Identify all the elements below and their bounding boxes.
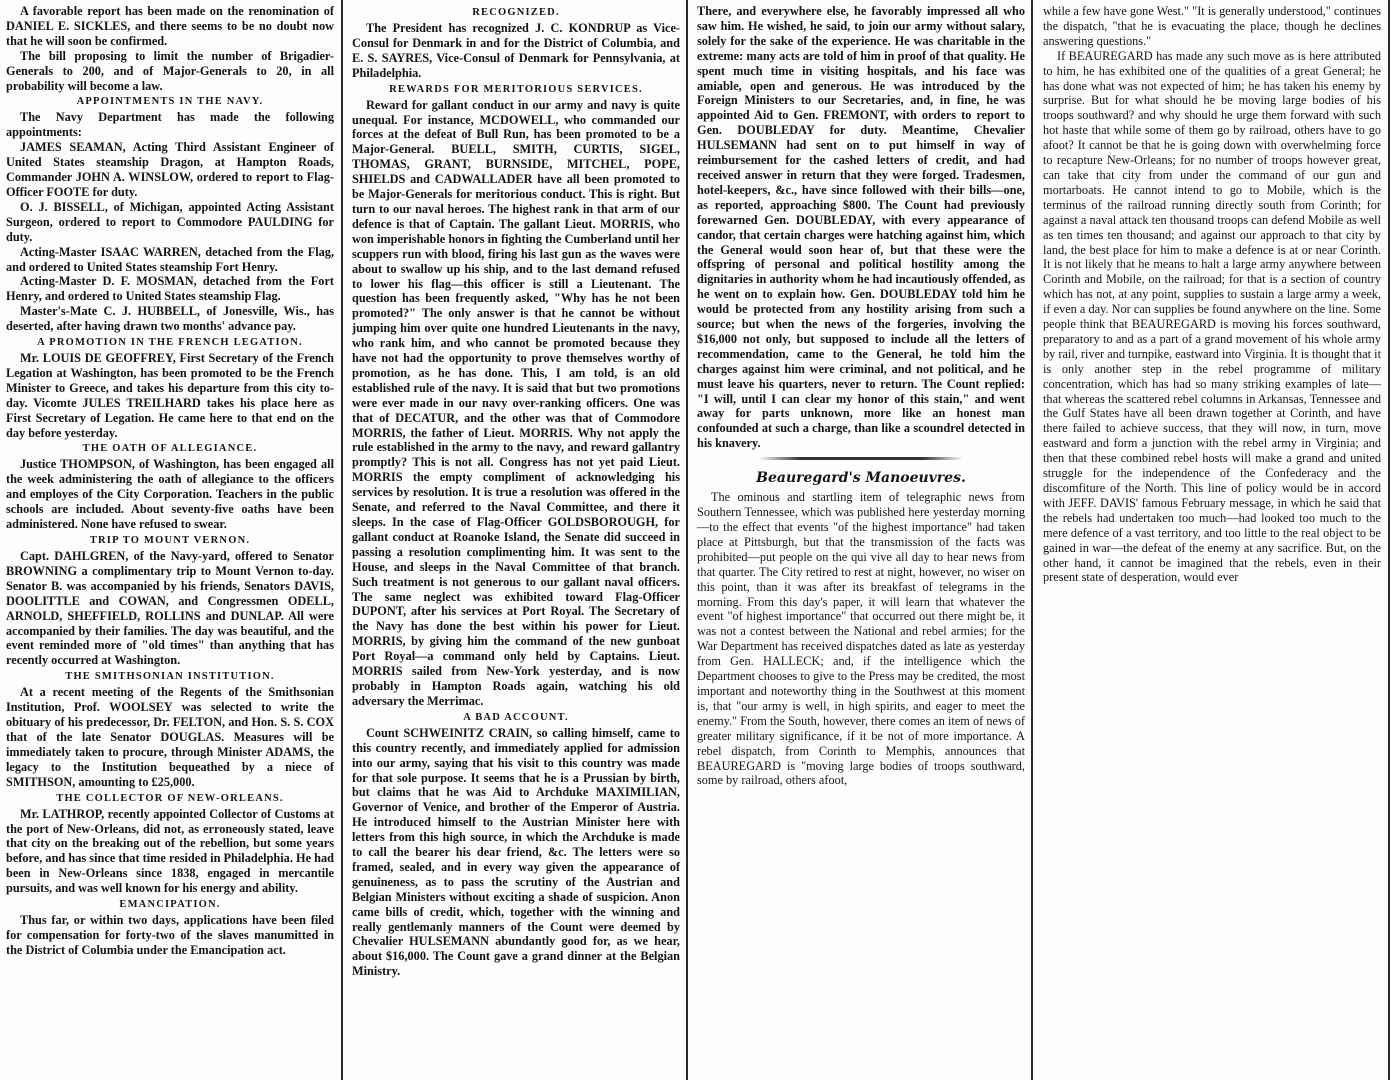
article-divider — [759, 457, 962, 460]
section-heading: APPOINTMENTS IN THE NAVY. — [76, 96, 264, 108]
column-rule — [341, 0, 343, 1080]
article-paragraph: Capt. DAHLGREN, of the Navy-yard, offered to Senator BROWNING a complimentary trip to Mount Vernon to-day. Senator B. was accompanied by his friends, Senators DAVIS, DOOLITTLE and COWAN, and Congressmen ODELL, ARNOLD, SHEFFIELD, ROLLINS and DUNLAP. All were accompanied by their families. The day was beautiful, and the event reminded more of "old times" than anything that has recently occurred at Washington. — [6, 549, 334, 668]
column-rule — [1031, 0, 1033, 1080]
column-4 — [1037, 0, 1387, 1080]
section-heading: A BAD ACCOUNT. — [463, 711, 569, 723]
article-paragraph: Thus far, or within two days, applications have been filed for compensation for forty-two of the slaves manumitted in the District of Columbia under the Emancipation act. — [6, 913, 334, 957]
section-heading: EMANCIPATION. — [119, 899, 221, 911]
article-paragraph: The President has recognized J. C. KONDRUP as Vice-Consul for Denmark in and for the District of Columbia, and E. S. SAYRES, Vice-Consul of Denmark for Pennsylvania, at Philadelphia. — [352, 21, 680, 80]
section-heading: THE COLLECTOR OF NEW-ORLEANS. — [56, 792, 284, 804]
article-paragraph: At a recent meeting of the Regents of the Smithsonian Institution, Prof. WOOLSEY was selected to write the obituary of his predecessor, Dr. FELTON, and Hon. S. S. COX that of the late Senator DOUGLAS. Measures will be immediately taken to procure, through Minister ADAMS, the legacy to the Institution bequeathed by a niece of SMITHSON, amounting to £25,000. — [6, 685, 334, 789]
article-paragraph: Master's-Mate C. J. HUBBELL, of Jonesville, Wis., has deserted, after having drawn two months' advance pay. — [6, 304, 334, 334]
section-heading: THE OATH OF ALLEGIANCE. — [82, 443, 258, 455]
section-heading: REWARDS FOR MERITORIOUS SERVICES. — [389, 83, 643, 95]
article-paragraph: while a few have gone West." "It is generally understood," continues the dispatch, "that he is evacuating the place, though he declines answering questions." — [1043, 4, 1381, 48]
column-rule — [686, 0, 688, 1080]
column-2 — [346, 0, 686, 1080]
article-paragraph: Reward for gallant conduct in our army and navy is quite unequal. For instance, MCDOWELL, who commanded our forces at the defeat of Bull Run, has been promoted to be a Major-General. BUELL, SMITH, CURTIS, SIGEL, THOMAS, GRANT, BURNSIDE, MITCHEL, POPE, SHIELDS and CADWALLADER have all been promoted to be Major-Generals for meritorious conduct. This is right. But turn to our naval heroes. The highest rank in that arm of our defence is that of Captain. The gallant Lieut. MORRIS, who won imperishable honors in fighting the Cumberland until her scuppers run with blood, firing his last gun as the waves were about to swallow up his ship, and to the last demand refused to lower his flag—this officer is still a Lieutenant. The question has been frequently asked, "Why has he not been promoted?" The only answer is that he cannot be without jumping him over quite one hundred Lieutenants in the navy, who rank him, and who cannot be promoted because they have not had the opportunity to prove themselves worthy of promotion, as he has done. This, I am told, is an old established rule of the navy. It is said that but two promotions were ever made in our navy over-ranking officers. One was that of DECATUR, and the other was that of Commodore MORRIS, the father of Lieut. MORRIS. Why not apply the rule established in the army to the navy, and reward gallantry promptly? This is not all. Congress has not yet paid Lieut. MORRIS the empty compliment of acknowledging his services by resolution. It is true a resolution was offered in the Senate, and referred to the Naval Committee, and there it sleeps. In the case of Flag-Officer GOLDSBOROUGH, for gallant conduct at Roanoke Island, the Senate did succeed in passing a resolution complimenting him. It was sent to the House, and sleeps in the Naval Committee of that branch. Such treatment is not generous to our gallant naval officers. The same neglect was exhibited toward Flag-Officer DUPONT, after his services at Port Royal. The Secretary of the Navy has done the best within his power for Lieut. MORRIS, by giving him the command of the new gunboat Port Royal—a command only held by Captains. Lieut. MORRIS sailed from New-York yesterday, and is now probably in Hampton Roads again, watching his old adversary the Merrimac. — [352, 97, 680, 708]
column-3 — [691, 0, 1031, 1080]
article-paragraph: Justice THOMPSON, of Washington, has been engaged all the week administering the oath of allegiance to the officers and employes of the City Corporation. Teachers in the public schools are included. About seventy-five oaths have been administered. None have refused to swear. — [6, 457, 334, 532]
article-paragraph: Count SCHWEINITZ CRAIN, so calling himself, came to this country recently, and immediately applied for admission into our army, saying that his visit to this country was made for that sole purpose. It seems that he is a Prussian by birth, but claims that he was Aid to Archduke MAXIMILIAN, Governor of Venice, and brother of the Emperor of Austria. He introduced himself to the Austrian Minister here with letters from this high source, in which the Archduke is made to call the bearer his dear friend, &c. The letters were so framed, sealed, and in every way given the appearance of genuineness, as to pass the scrutiny of the Austrian and Belgian Ministers without exciting a shade of suspicion. Anon came bills of credit, which, together with the winning and really gentlemanly manners of the Count were deemed by Chevalier HULSEMANN abundantly good for, as we hear, about $16,000. The Count gave a grand dinner at the Belgian Ministry. — [352, 725, 680, 979]
article-paragraph: The Navy Department has made the following appointments: — [6, 110, 334, 140]
article-paragraph: If BEAUREGARD has made any such move as is here attributed to him, he has exhibited one of the qualities of a great General; he has done what was not expected of him; he has taken his enemy by surprise. But for what should he be moving large bodies of his troops southward? and why should he urge them forward with such hot haste that while some of them go by railroad, others have to go afoot? It cannot be that he is going down with overwhelming force to recapture New-Orleans; for no number of troops however great, can take that city from under the command of our gun and mortarboats. He cannot intend to go to Mobile, which is the terminus of the railroad running directly south from Corinth; for against a naval attack ten thousand troops can defend Mobile as well as ten times ten thousand; and against our approach to that city by land, the best place for him to make a defence is at or near Corinth. It is not likely that he means to halt a large army anywhere between Corinth and Mobile, on the railroad; for that is a section of country which has not, at any point, supplies to sustain a large army a week, if even a day. Nor can supplies be found anywhere on the line. Some people think that BEAUREGARD is moving his forces southward, preparatory to and as a part of a grand movement of his whole army by rail, river and turnpike, eastward into Virginia. It is thought that it is only another step in the rebel programme of military concentration, which has had so many striking examples of late—that whereas the scattered rebel columns in Arkansas, Tennessee and the Gulf States have all been drawn together at Corinth, and have there failed to achieve success, that they will now, in turn, move eastward and form a junction with the rebel army in Virginia; and then that these combined rebel hosts will make a grand and united struggle for the independence of the Confederacy and the discomfiture of the North. This line of policy would be in accord with JEFF. DAVIS' famous February message, in which he said that the rebels had undertaken too much—had looked too much to the mere defence of a vast territory, and too little to the real object to be gained in war—the defeat of the enemy at any sacrifice. But, on the other hand, it cannot be imagined that the rebels, even in their present state of desperation, would ever — [1043, 48, 1381, 585]
section-heading: TRIP TO MOUNT VERNON. — [89, 535, 251, 546]
article-paragraph: Acting-Master D. F. MOSMAN, detached from the Fort Henry, and ordered to United States steamship Flag. — [6, 274, 334, 304]
article-paragraph: Mr. LATHROP, recently appointed Collector of Customs at the port of New-Orleans, did not, as erroneously stated, leave that city on the breaking out of the rebellion, but some years before, and has since that time resided in Philadelphia. He had been in New-Orleans since 1838, engaged in mercantile pursuits, and was well known for his energy and ability. — [6, 806, 334, 896]
article-paragraph: JAMES SEAMAN, Acting Third Assistant Engineer of United States steamship Dragon, at Hampton Roads, Commander JOHN A. WINSLOW, ordered to report to Flag-Officer FOOTE for duty. — [6, 140, 334, 199]
column-rule — [1388, 0, 1390, 1080]
article-title: Beauregard's Manoeuvres. — [756, 470, 966, 487]
column-1 — [0, 0, 340, 1080]
article-paragraph: O. J. BISSELL, of Michigan, appointed Acting Assistant Surgeon, ordered to report to Commodore PAULDING for duty. — [6, 199, 334, 244]
section-heading: THE SMITHSONIAN INSTITUTION. — [65, 671, 275, 683]
article-paragraph: Acting-Master ISAAC WARREN, detached from the Flag, and ordered to United States steamship Fort Henry. — [6, 244, 334, 274]
article-paragraph: The bill proposing to limit the number of Brigadier-Generals to 200, and of Major-Generals to 20, in all probability will become a law. — [6, 48, 334, 93]
section-heading: RECOGNIZED. — [472, 7, 560, 18]
article-paragraph: A favorable report has been made on the renomination of DANIEL E. SICKLES, and there seems to be no doubt now that he will soon be confirmed. — [6, 4, 334, 48]
article-paragraph: There, and everywhere else, he favorably impressed all who saw him. He wished, he said, to join our army without salary, solely for the sake of the experience. He was charitable in the extreme: many acts are told of him in proof of that quality. He spent much time in visiting hospitals, and his face was amiable, open and generous. He was introduced by the Foreign Ministers to our Secretaries, and, in fine, he was appointed Aid to Gen. FREMONT, with orders to report to Gen. DOUBLEDAY for duty. Meantime, Chevalier HULSEMANN had sent on to put himself in way of reimbursement for the cashed letters of credit, and had received answer in return that they were forged. Tradesmen, hotel-keepers, &c., have since followed with their bills—one, as reported, approaching $800. The Count had previously forewarned Gen. DOUBLEDAY, with every appearance of candor, that certain charges were hatching against him, which the General would soon hear of, but that these were the offspring of personal and political hostility among the dignitaries in authority whom he had incautiously offended, as he went on to explain how. Gen. DOUBLEDAY told him he would be protected from any hostility arising from such a source; but when the news of the forgeries, involving the $16,000 not only, but supposed to include all the letters of recommendation, came to the General, he told him the charges against him were criminal, and not political, and he must leave his quarters, never to return. The Count replied: "I will, until I can clear my honor of this stain," and went away for parts unknown, more like an honest man confounded at such a charge, than like a scoundrel detected in his knavery. — [697, 4, 1025, 451]
article-paragraph: Mr. LOUIS DE GEOFFREY, First Secretary of the French Legation at Washington, has been promoted to be the French Minister to Greece, and takes his departure from this city to-day. Vicomte JULES TREILHARD takes his place here as First Secretary of Legation. He came here to that end on the day before yesterday. — [6, 351, 334, 440]
section-heading: A PROMOTION IN THE FRENCH LEGATION. — [37, 337, 303, 349]
article-paragraph: The ominous and startling item of telegraphic news from Southern Tennessee, which was published here yesterday morning—to the effect that events "of the highest importance" had taken place at Pittsburgh, but that the transmission of the facts was prohibited—put people on the qui vive all day to hear news from that quarter. The City retired to rest at night, however, no wiser on this point, than it was after its breakfast of telegrams in the morning. From this day's paper, it will learn that whatever the event "of highest importance" that occurred out there might be, it was not a contest between the National and rebel armies; for the War Department has received dispatches dated as late as yesterday from Gen. HALLECK; and, if the intelligence which the Department chooses to give to the Press may be credited, the most important and noteworthy thing in the Southwest at this moment is, that "our army is well, in high spirits, and eager to meet the enemy." From the South, however, there comes an item of news of greater military significance, if it be not of more importance. A rebel dispatch, from Corinth to Memphis, announces that BEAUREGARD is "moving large bodies of troops southward, some by railroad, others afoot, — [697, 490, 1025, 788]
